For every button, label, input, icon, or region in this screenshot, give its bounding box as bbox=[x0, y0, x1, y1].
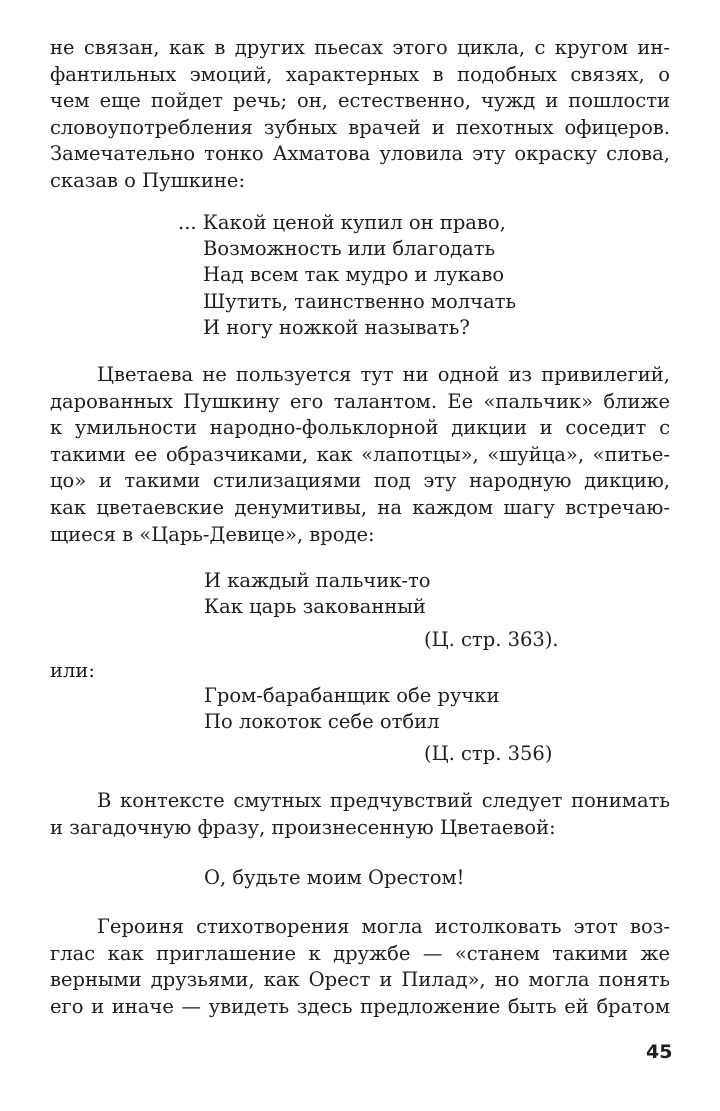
text-line: Цветаева не пользуется тут ни одной из привилегий, bbox=[97, 363, 670, 386]
text-line: цо» и такими стилизациями под эту народную дикцию, bbox=[50, 469, 670, 493]
text-line: дарованных Пушкину его талантом. Ее «пальчик» ближе bbox=[50, 389, 670, 413]
citation-ref-1: (Ц. стр. 363). bbox=[424, 628, 559, 651]
verse-line: И ногу ножкой называть? bbox=[203, 315, 470, 339]
text-line: В контексте смутных предчувствий следует понимать bbox=[97, 789, 670, 812]
verse-orest: О, будьте моим Орестом! bbox=[204, 866, 465, 889]
paragraph-1 bbox=[50, 35, 670, 195]
verse-line: Как царь закованный bbox=[204, 595, 426, 619]
verse-quote-1 bbox=[204, 568, 431, 620]
text-line: словоупотребления зубных врачей и пехотных офицеров. bbox=[50, 115, 670, 139]
paragraph-4 bbox=[50, 914, 670, 1020]
text-line: Замечательно тонко Ахматова уловила эту окраску слова, bbox=[50, 142, 670, 166]
paragraph-2 bbox=[50, 362, 670, 548]
text-line: верными друзьями, как Орест и Пилад», но могла понять bbox=[50, 968, 670, 992]
citation-ref-2: (Ц. стр. 356) bbox=[424, 742, 553, 765]
text-line: сказав о Пушкине: bbox=[50, 168, 246, 192]
text-line: щиеся в «Царь-Девице», вроде: bbox=[50, 522, 375, 546]
verse-line: Шутить, таинственно молчать bbox=[203, 289, 517, 313]
text-line: не связан, как в других пьесах этого цикла, с кругом ин- bbox=[50, 36, 670, 59]
text-line: глас как приглашение к дружбе — «станем такими же bbox=[50, 941, 670, 965]
text-line: чем еще пойдет речь; он, естественно, чужд и пошлости bbox=[50, 89, 670, 113]
text-line: как цветаевские денумитивы, на каждом шагу встречаю- bbox=[50, 495, 670, 519]
verse-akhmatova bbox=[178, 210, 516, 341]
verse-line: Возможность или благодать bbox=[203, 237, 496, 261]
verse-line: И каждый пальчик-то bbox=[204, 569, 431, 592]
verse-quote-2 bbox=[204, 683, 500, 735]
text-line: к умильности народно-фольклорной дикции и соседит с bbox=[50, 416, 670, 440]
verse-line: ... Какой ценой купил он право, bbox=[178, 211, 506, 234]
verse-line: По локоток себе отбил bbox=[204, 710, 440, 734]
text-line: и загадочную фразу, произнесенную Цветаевой: bbox=[50, 815, 556, 839]
page-number: 45 bbox=[646, 1041, 673, 1063]
text-line: такими ее образчиками, как «лапотцы», «шуйца», «питье- bbox=[50, 442, 670, 466]
text-line: фантильных эмоций, характерных в подобных связях, о bbox=[50, 62, 670, 86]
text-line: Героиня стихотворения могла истолковать этот воз- bbox=[97, 915, 670, 938]
verse-line: Над всем так мудро и лукаво bbox=[203, 263, 505, 287]
verse-line: Гром-барабанщик обе ручки bbox=[204, 684, 500, 707]
text-line: его и иначе — увидеть здесь предложение быть ей братом bbox=[50, 994, 670, 1018]
paragraph-3 bbox=[50, 788, 670, 841]
connector-word: или: bbox=[50, 659, 95, 682]
